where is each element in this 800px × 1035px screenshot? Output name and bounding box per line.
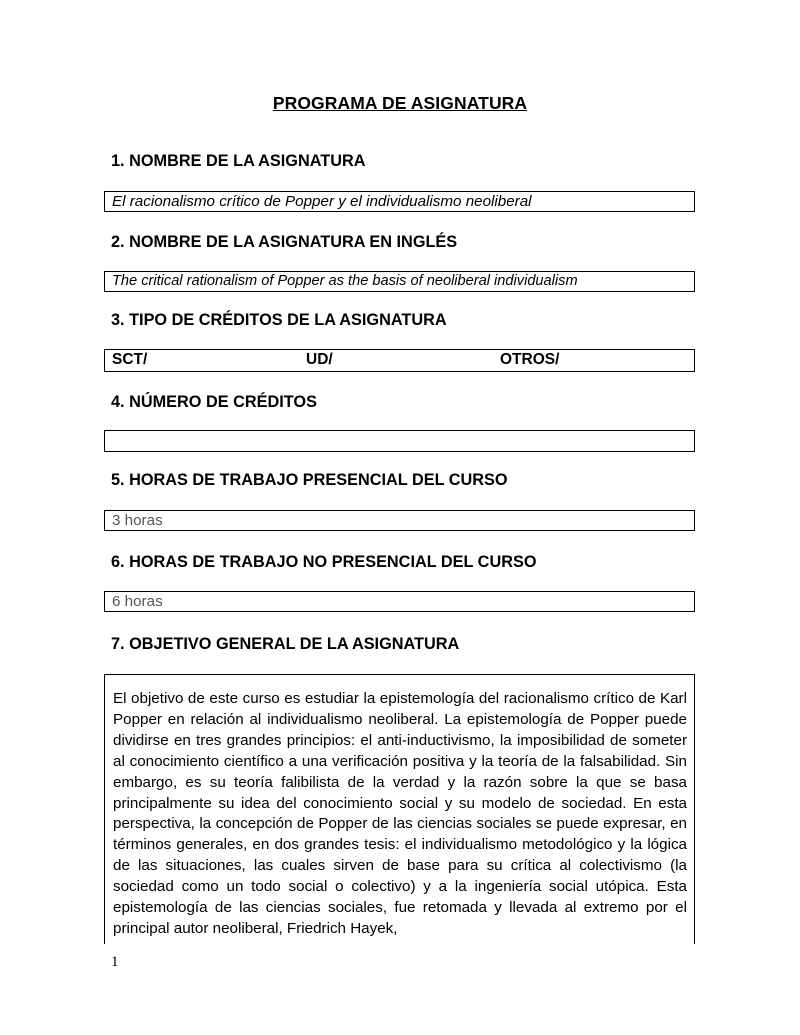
page-number: 1 bbox=[111, 954, 119, 970]
objective-text: El objetivo de este curso es estudiar la epistemología del racionalismo crítico de Karl Popper en relación al individualismo neoliberal. La epistemología de Popper puede dividirse en tres grandes principios: el anti-inductivismo, la imposibilidad de someter al conocimiento científico a una verificación positiva y la teoría de la falsabilidad. Sin embargo, es su teoría falibilista de la verdad y la razón sobre la que se basa principalmente su idea del conocimiento social y su modelo de sociedad. En esta perspectiva, la concepción de Popper de las ciencias sociales se puede expresar, en términos generales, en dos grandes tesis: el individualismo metodológico y la lógica de las situaciones, las cuales sirven de base para su crítica al colectivismo (la sociedad como un todo social o colectivo) y a la ingeniería social utópica. Esta epistemología de las ciencias sociales, fue retomada y llevada al extremo por el principal autor neoliberal, Friedrich Hayek, bbox=[113, 690, 687, 937]
ud-label: UD/ bbox=[306, 351, 333, 368]
page-title: PROGRAMA DE ASIGNATURA bbox=[272, 93, 528, 113]
presential-hours-field: 3 horas bbox=[104, 510, 695, 531]
section-3-heading: 3. TIPO DE CRÉDITOS DE LA ASIGNATURA bbox=[111, 311, 447, 329]
section-1-heading: 1. NOMBRE DE LA ASIGNATURA bbox=[111, 152, 366, 170]
section-5-heading: 5. HORAS DE TRABAJO PRESENCIAL DEL CURSO bbox=[111, 471, 508, 489]
section-4-heading: 4. NÚMERO DE CRÉDITOS bbox=[111, 393, 317, 411]
section-6-heading: 6. HORAS DE TRABAJO NO PRESENCIAL DEL CURSO bbox=[111, 553, 537, 571]
objective-box bbox=[104, 674, 695, 944]
section-2-heading: 2. NOMBRE DE LA ASIGNATURA EN INGLÉS bbox=[111, 233, 458, 251]
section-7-heading: 7. OBJETIVO GENERAL DE LA ASIGNATURA bbox=[111, 635, 460, 653]
credit-type-row bbox=[104, 349, 695, 372]
course-name-english-field: The critical rationalism of Popper as the basis of neoliberal individualism bbox=[104, 271, 695, 292]
credits-number-field bbox=[104, 430, 695, 452]
non-presential-hours-field: 6 horas bbox=[104, 591, 695, 612]
sct-label: SCT/ bbox=[112, 351, 148, 368]
course-name-field: El racionalismo crítico de Popper y el individualismo neoliberal bbox=[104, 191, 695, 212]
otros-label: OTROS/ bbox=[500, 351, 560, 368]
